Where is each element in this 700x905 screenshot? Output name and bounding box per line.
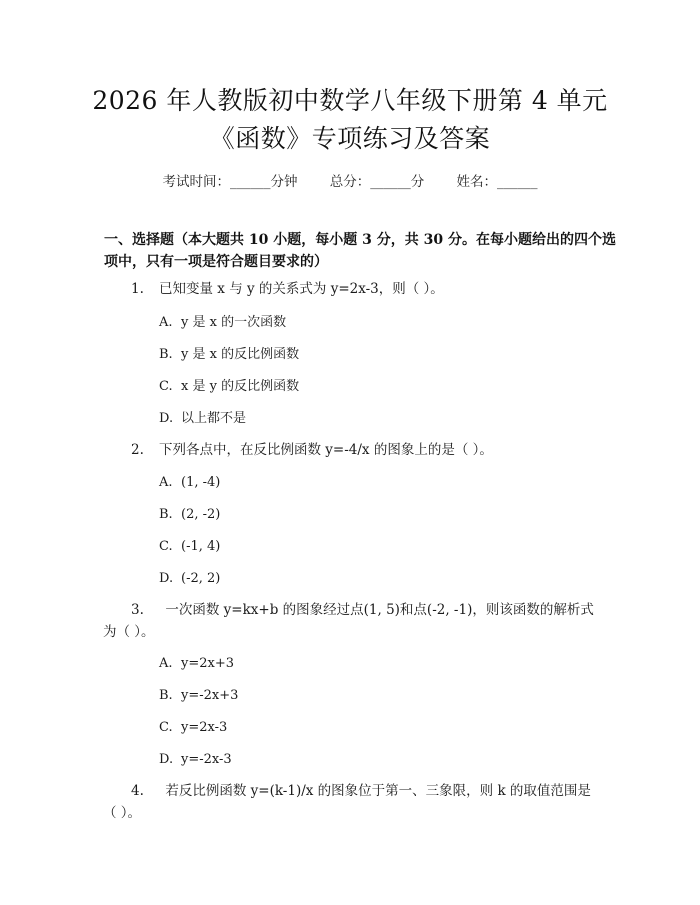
option-text: x 是 y 的反比例函数 xyxy=(181,379,300,394)
question-3-option-c xyxy=(159,718,227,738)
option-letter: C. xyxy=(159,539,173,554)
question-number: 1. xyxy=(131,281,144,297)
option-letter: D. xyxy=(159,752,174,767)
question-1-option-a xyxy=(159,313,286,333)
option-text: (2, -2) xyxy=(181,507,221,522)
question-2-option-a xyxy=(159,473,220,493)
question-4 xyxy=(103,780,603,824)
option-text: y=-2x-3 xyxy=(181,752,232,767)
question-text: 一次函数 y=kx+b 的图象经过点(1, 5)和点(-2, -1)，则该函数的解析式为（ ）。 xyxy=(103,602,594,640)
option-letter: D. xyxy=(159,571,174,586)
question-2-option-d xyxy=(159,569,220,589)
question-3-option-d xyxy=(159,750,232,770)
exam-score-field: 总分：______分 xyxy=(329,174,425,190)
question-text: 下列各点中，在反比例函数 y=-4/x 的图象上的是（ ）。 xyxy=(159,442,493,458)
question-number: 3. xyxy=(131,602,144,618)
question-1 xyxy=(131,278,444,300)
exam-time-field: 考试时间：______分钟 xyxy=(162,174,298,190)
question-number: 2. xyxy=(131,442,144,458)
question-3 xyxy=(103,599,603,643)
option-text: y 是 x 的一次函数 xyxy=(181,315,287,330)
question-text: 已知变量 x 与 y 的关系式为 y=2x-3，则（ ）。 xyxy=(159,281,444,297)
option-letter: C. xyxy=(159,379,173,394)
option-letter: B. xyxy=(159,347,173,362)
option-letter: C. xyxy=(159,720,173,735)
question-text: 若反比例函数 y=(k-1)/x 的图象位于第一、三象限，则 k 的取值范围是（ ）。 xyxy=(103,783,591,821)
exam-name-field: 姓名：______ xyxy=(456,174,538,190)
question-number: 4. xyxy=(131,783,144,799)
option-text: (-2, 2) xyxy=(181,571,221,586)
question-1-option-b xyxy=(159,345,299,365)
question-3-option-b xyxy=(159,686,238,706)
question-2 xyxy=(131,439,493,461)
option-text: 以上都不是 xyxy=(181,411,247,426)
option-text: y=-2x+3 xyxy=(181,688,239,703)
option-letter: B. xyxy=(159,507,173,522)
option-text: (-1, 4) xyxy=(181,539,221,554)
option-text: (1, -4) xyxy=(181,475,221,490)
exam-info xyxy=(0,170,700,190)
option-letter: A. xyxy=(159,315,173,330)
question-2-option-c xyxy=(159,537,220,557)
question-2-option-b xyxy=(159,505,220,525)
option-letter: D. xyxy=(159,411,174,426)
document-title-line-1: 2026 年人教版初中数学八年级下册第 4 单元 xyxy=(92,86,608,115)
option-text: y=2x-3 xyxy=(181,720,228,735)
option-letter: B. xyxy=(159,688,173,703)
option-letter: A. xyxy=(159,656,173,671)
section-heading: 一、选择题（本大题共 10 小题，每小题 3 分，共 30 分。在每小题给出的四个选项中，只有一项是符合题目要求的） xyxy=(104,232,616,270)
question-1-option-c xyxy=(159,377,299,397)
question-1-option-d xyxy=(159,409,246,429)
document-title-line-2: 《函数》专项练习及答案 xyxy=(209,124,491,153)
question-3-option-a xyxy=(159,654,234,674)
option-text: y 是 x 的反比例函数 xyxy=(181,347,300,362)
option-text: y=2x+3 xyxy=(181,656,235,671)
option-letter: A. xyxy=(159,475,173,490)
